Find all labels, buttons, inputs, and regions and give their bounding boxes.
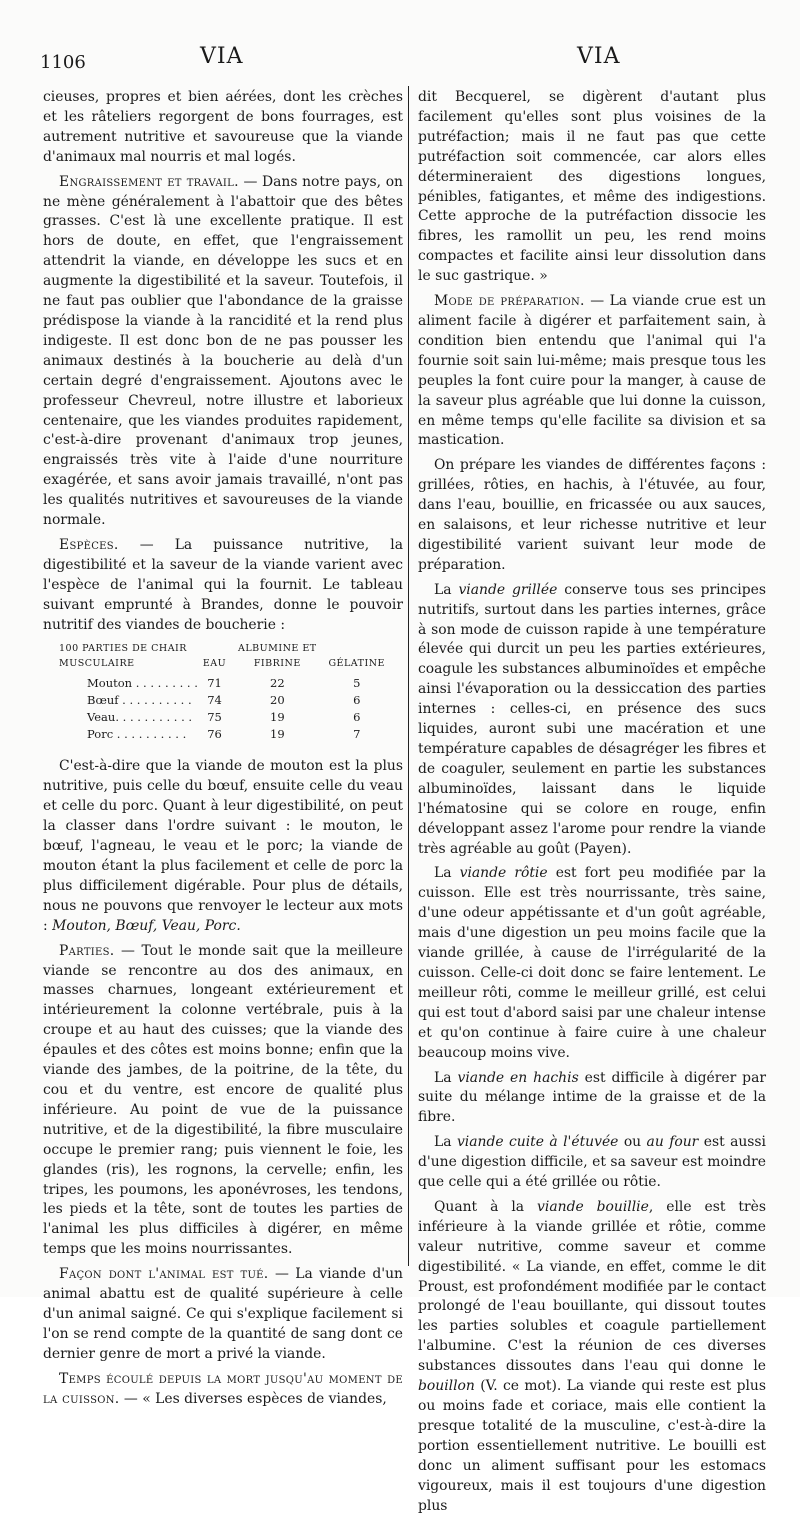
paragraph-text: (V. ce mot). La viande qui reste est plus ou moins fade et coriace, mais elle contient la presque totalité de la musculine, c'est-à-dire la portion essentiellement nutritive. Le bouilli est donc un aliment suffisant pour les estomacs vigoureux, mais il est toujours d'une digestion plus: [418, 1378, 766, 1514]
paragraph-text: La: [434, 1069, 458, 1086]
emphasis: viande bouillie: [537, 1198, 649, 1215]
paragraph: [43, 1265, 403, 1365]
table-cell: Bœuf . . . . . . . . . .: [87, 693, 192, 708]
cross-reference: Mouton, Bœuf, Veau, Porc.: [52, 917, 241, 934]
table-header: ALBUMINE ET FIBRINE: [237, 643, 317, 670]
paragraph: [43, 536, 403, 636]
nutrition-table: [57, 641, 387, 743]
page-number: 1106: [40, 52, 86, 73]
emphasis: viande en hachis: [457, 1069, 579, 1086]
table-row: [57, 726, 387, 743]
paragraph-text: est difficile à digérer par suite du mélange intime de la graisse et de la fibre.: [418, 1069, 766, 1126]
paragraph-text: est aussi d'une digestion difficile, et sa saveur est moindre que celle qui a été grillée ou rôtie.: [418, 1134, 766, 1191]
paragraph-text: ou: [618, 1134, 647, 1151]
emphasis: au four: [646, 1134, 699, 1151]
table-cell: 6: [353, 693, 361, 708]
emphasis: viande cuite à l'étuvée: [456, 1134, 619, 1151]
paragraph-text: — « Les diverses espèces de viandes,: [119, 1390, 387, 1407]
section-heading: Parties.: [59, 942, 115, 959]
running-head-left: VIA: [200, 44, 244, 69]
paragraph: [418, 1069, 766, 1129]
emphasis: bouillon: [418, 1378, 475, 1395]
table-header: EAU: [202, 658, 227, 670]
table-cell: 71: [207, 676, 222, 691]
paragraph-text: — La viande d'un animal abattu est de qualité supérieure à celle d'un animal saigné. Ce qui s'explique facilement si l'on se rend compte de la quantité de sang dont ce dernier genre de mort a privé la viande.: [43, 1266, 403, 1362]
paragraph: [43, 942, 403, 1261]
paragraph-text: Quant à la: [434, 1198, 538, 1215]
paragraph-text: conserve tous ses principes nutritifs, surtout dans les parties internes, grâce à son mode de cuisson rapide à une température élevée qui durcit un peu les parties extérieures, coagule les substances albuminoïdes et empêche ainsi l'évaporation ou la dessiccation des parties internes : celles-ci, en présence des sucs liquides, auront subi une macération et une température capables de désagréger les fibres et de coaguler, seulement en partie les substances albuminoïdes, laissant dans le liquide l'hématosine qui se colore en rouge, enfin développant assez l'arome pour rendre la viande très agréable au goût (Payen).: [418, 581, 766, 857]
paragraph-text: La: [434, 865, 460, 882]
paragraph-text: est fort peu modifiée par la cuisson. Elle est très nourrissante, très saine, d'une odeur appétissante et d'un goût agréable, mais d'une digestion un peu moins facile que la viande grillée, à cause de l'irrégularité de la cuisson. Celle-ci doit donc se faire lentement. Le meilleur rôti, comme le meilleur grillé, est celui qui est tout d'abord saisi par une chaleur intense et qu'on continue à faire cuire à une chaleur beaucoup moins vive.: [418, 865, 767, 1061]
paragraph-text: , elle est très inférieure à la viande grillée et rôtie, comme valeur nutritive, comme saveur et comme digestibilité. « La viande, en effet, comme le dit Proust, est profondément modifiée par le contact prolongé de l'eau bouillante, qui dissout toutes les parties solubles et coagule partiellement l'albumine. C'est la réunion de ces diverses substances dissoutes dans l'eau qui donne le: [418, 1198, 766, 1375]
paragraph-text: La: [434, 1134, 457, 1151]
paragraph: [43, 1370, 403, 1410]
column-divider: [408, 86, 409, 1266]
table-cell: 76: [207, 727, 222, 742]
paragraph-text: La: [434, 581, 459, 598]
table-cell: 20: [270, 693, 285, 708]
paragraph: [418, 292, 766, 451]
table-row: [57, 675, 387, 692]
paragraph-text: — La puissance nutritive, la digestibilité et la saveur de la viande varient avec l'espèce de l'animal qui la fournit. Le tableau suivant emprunté à Brandes, donne le pouvoir nutritif des viandes de boucherie :: [43, 536, 403, 633]
paragraph-text: — Tout le monde sait que la meilleure viande se rencontre au dos des animaux, en masses charnues, longeant extérieurement et intérieurement la colonne vertébrale, puis à la croupe et au haut des cuisses; que la viande des épaules et des côtes est moins bonne; enfin que la viande des jambes, de la poitrine, de la tête, du cou et du ventre, est encore de qualité plus inférieure. Au point de vue de la puissance nutritive, et de la digestibilité, la fibre musculaire occupe le premier rang; puis viennent le foie, les glandes (ris), les rognons, la cervelle; enfin, les tripes, les poumons, les aponévroses, les tendons, les pieds et la tête, sont de toutes les parties de l'animal les plus difficiles à digérer, en même temps que les moins nourrissantes.: [43, 942, 403, 1258]
table-cell: Veau. . . . . . . . . . .: [87, 710, 193, 725]
table-cell: Porc . . . . . . . . . .: [87, 727, 187, 742]
paragraph: [418, 864, 766, 1063]
right-column: [418, 88, 766, 1521]
table-row: [57, 709, 387, 726]
section-heading: Espèces.: [59, 536, 119, 553]
running-header: [40, 42, 785, 82]
paragraph-text: — La viande crue est un aliment facile à digérer et parfaitement sain, à condition bien entendu que l'animal qui l'a fournie soit sain lui-même; mais presque tous les peuples la font cuire pour la manger, à cause de la saveur plus agréable que lui donne la cuisson, en même temps qu'elle facilite sa division et sa mastication.: [418, 293, 766, 449]
table-cell: 5: [353, 676, 361, 691]
table-cell: 19: [270, 710, 285, 725]
paragraph: [43, 757, 403, 936]
section-heading: Façon dont l'animal est tué.: [59, 1266, 269, 1283]
left-column: [43, 88, 403, 1414]
table-cell: 74: [207, 693, 222, 708]
paragraph: On prépare les viandes de différentes façons : grillées, rôties, en hachis, à l'étuvée, au four, dans l'eau, bouillie, en fricassée ou aux sauces, en salaisons, et leur richesse nutritive et leur digestibilité varient suivant leur mode de préparation.: [418, 457, 766, 573]
table-cell: 6: [353, 710, 361, 725]
table-cell: Mouton . . . . . . . . .: [87, 676, 198, 691]
table-header: GÉLATINE: [328, 658, 385, 670]
paragraph: [43, 173, 403, 531]
paragraph-text: — Dans notre pays, on ne mène généralement à l'abattoir que des bêtes grasses. C'est là une excellente pratique. Il est hors de doute, en effet, que l'engraissement attendrit la viande, en développe les sucs et en augmente la digestibilité et la saveur. Toutefois, il ne faut pas oublier que l'abondance de la graisse prédispose la viande à la rancidité et la rend plus indigeste. Il est donc bon de ne pas pousser les animaux destinés à la boucherie au delà d'un certain degré d'engraissement. Ajoutons avec le professeur Chevreul, notre illustre et laborieux centenaire, que les viandes produites rapidement, c'est-à-dire provenant d'animaux trop jeunes, engraissés très vite à l'aide d'une nourriture exagérée, et sans avoir jamais travaillé, n'ont pas les qualités nutritives et savoureuses de la viande normale.: [43, 173, 404, 529]
paragraph: [418, 1198, 766, 1517]
paragraph: [418, 581, 766, 860]
paragraph: cieuses, propres et bien aérées, dont les crèches et les râteliers regorgent de bons fourrages, est autrement nutritive et savoureuse que la viande d'animaux mal nourris et mal logés.: [43, 89, 403, 165]
section-heading: Engraissement et travail.: [59, 173, 239, 190]
table-header-row: [57, 641, 387, 675]
paragraph: dit Becquerel, se digèrent d'autant plus facilement qu'elles sont plus voisines de la putréfaction; mais il ne faut pas que cette putréfaction soit commencée, car alors elles détermineraient des digestions longues, pénibles, fatigantes, et même des indigestions. Cette approche de la putréfaction dissocie les fibres, les ramollit un peu, les rend moins compactes et facilite ainsi leur dissolution dans le suc gastrique. »: [418, 89, 766, 285]
paragraph-text: C'est-à-dire que la viande de mouton est la plus nutritive, puis celle du bœuf, ensuite celle du veau et celle du porc. Quant à leur digestibilité, on peut la classer dans l'ordre suivant : le mouton, le bœuf, l'agneau, le veau et le porc; la viande de mouton étant la plus facilement et celle de porc la plus difficilement digérable. Pour plus de détails, nous ne pouvons que renvoyer le lecteur aux mots :: [43, 758, 403, 934]
emphasis: viande grillée: [458, 581, 558, 598]
running-head-right: VIA: [577, 44, 621, 69]
section-heading: Mode de préparation.: [434, 293, 585, 310]
table-header: 100 PARTIES DE CHAIR MUSCULAIRE: [59, 643, 187, 670]
table-cell: 19: [270, 727, 285, 742]
table-cell: 7: [353, 727, 361, 742]
table-row: [57, 692, 387, 709]
table-cell: 75: [207, 710, 222, 725]
section-heading: Temps écoulé depuis la mort jusqu'au moment de la cuisson.: [43, 1370, 403, 1407]
table-cell: 22: [270, 676, 285, 691]
paragraph: [418, 1133, 766, 1193]
emphasis: viande rôtie: [459, 865, 548, 882]
